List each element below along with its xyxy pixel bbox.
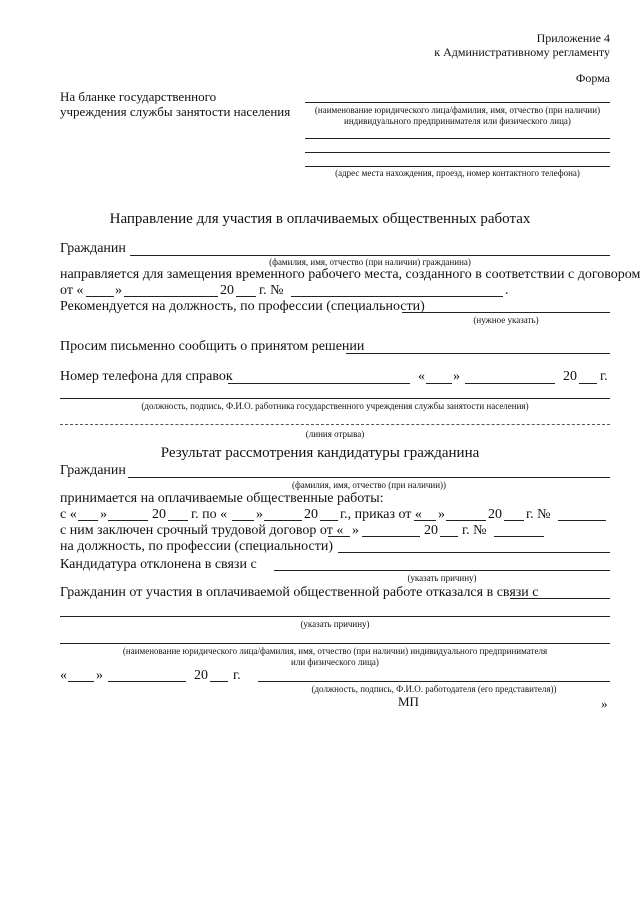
work-from-day-line[interactable] — [78, 520, 98, 521]
phone-month-line[interactable] — [465, 383, 555, 384]
regulation-reference: к Административному регламенту — [434, 45, 610, 59]
recommended-position-line[interactable] — [402, 312, 610, 313]
employer2-signature-line[interactable] — [258, 681, 610, 682]
contract-from-close: » — [115, 283, 122, 298]
position2-line[interactable] — [338, 552, 610, 553]
official-signature-line[interactable] — [60, 398, 610, 399]
cut-caption: (линия отрыва) — [305, 429, 365, 439]
citizen2-name-line[interactable] — [128, 477, 610, 478]
contract-year-prefix: 20 — [220, 283, 234, 298]
contract2-number-line[interactable] — [494, 536, 544, 537]
rejected-reason-line[interactable] — [274, 570, 610, 571]
citizen-name-line[interactable] — [130, 255, 610, 256]
final-year-suffix: г. — [233, 668, 241, 683]
refused-reason-line-2[interactable] — [60, 616, 610, 617]
order-open: г., приказ от « — [340, 507, 422, 522]
phone-year-prefix: 20 — [563, 369, 577, 384]
employer2-signature-caption: (должность, подпись, Ф.И.О. работодателя (его представителя)) — [311, 684, 557, 694]
contract2-year-line[interactable] — [440, 536, 458, 537]
citizen2-label: Гражданин — [60, 463, 126, 478]
order-month-line[interactable] — [446, 520, 486, 521]
work-from-close: » — [100, 507, 107, 522]
refused-label: Гражданин от участия в оплачиваемой общественной работе отказался в связи с — [60, 585, 539, 600]
request-decision-line[interactable] — [346, 353, 610, 354]
phone-year-suffix: г. — [600, 369, 608, 384]
employer2-name-line[interactable] — [60, 643, 610, 644]
end-mark: » — [601, 696, 608, 711]
work-to-month-line[interactable] — [264, 520, 302, 521]
contract-number-label: г. № — [259, 283, 284, 298]
contract-period: . — [505, 283, 509, 298]
contract-from-open: от « — [60, 283, 84, 298]
citizen-label: Гражданин — [60, 241, 126, 256]
phone-date-open: « — [418, 369, 425, 384]
contract2-day-line[interactable] — [328, 536, 350, 537]
address-caption: (адрес места нахождения, проезд, номер контактного телефона) — [335, 168, 580, 178]
directed-text: направляется для замещения временного рабочего места, созданного в соответствии с договором — [60, 267, 640, 282]
employer-caption-2: индивидуального предпринимателя или физического лица) — [344, 116, 571, 126]
contract2-number-label: г. № — [462, 523, 487, 538]
appendix-number: Приложение 4 — [536, 31, 610, 45]
refused-reason-line-1[interactable] — [510, 598, 610, 599]
letterhead-line2: учреждения службы занятости населения — [60, 104, 291, 119]
form-label: Форма — [575, 71, 610, 85]
contract-number-line[interactable] — [291, 296, 503, 297]
contract2-close: » — [352, 523, 359, 538]
phone-day-line[interactable] — [426, 383, 452, 384]
phone-date-close: » — [453, 369, 460, 384]
rejected-label: Кандидатура отклонена в связи с — [60, 557, 257, 572]
contract2-open: с ним заключен срочный трудовой договор от « — [60, 523, 344, 538]
citizen2-caption: (фамилия, имя, отчество (при наличии)) — [291, 480, 447, 490]
work-year2-prefix: 20 — [304, 507, 318, 522]
contract2-month-line[interactable] — [362, 536, 420, 537]
letterhead-line1: На бланке государственного — [60, 89, 217, 104]
work-to-open: г. по « — [191, 507, 228, 522]
position2-label: на должность, по профессии (специальности) — [60, 539, 333, 554]
final-date-open: « — [60, 668, 67, 683]
work-from-open: с « — [60, 507, 77, 522]
final-year-prefix: 20 — [194, 668, 208, 683]
contract-year-line[interactable] — [236, 296, 256, 297]
final-date-close: » — [96, 668, 103, 683]
citizen-caption: (фамилия, имя, отчество (при наличии) гражданина) — [269, 257, 471, 267]
rejected-reason-caption: (указать причину) — [407, 573, 477, 583]
accepted-text: принимается на оплачиваемые общественные работы: — [60, 491, 384, 506]
section1-title: Направление для участия в оплачиваемых общественных работах — [109, 211, 531, 227]
recommended-caption: (нужное указать) — [473, 315, 539, 325]
address-line-1[interactable] — [305, 138, 610, 139]
final-year-line[interactable] — [210, 681, 228, 682]
refused-reason-caption: (указать причину) — [300, 619, 370, 629]
final-month-line[interactable] — [108, 681, 186, 682]
work-from-month-line[interactable] — [108, 520, 148, 521]
final-day-line[interactable] — [68, 681, 94, 682]
request-label: Просим письменно сообщить о принятом решении — [60, 339, 365, 354]
phone-year-line[interactable] — [579, 383, 597, 384]
order-year-line[interactable] — [504, 520, 524, 521]
phone-label: Номер телефона для справок — [60, 369, 233, 384]
work-year1-line[interactable] — [168, 520, 188, 521]
employer2-caption-1: (наименование юридического лица/фамилия, имя, отчество (при наличии) индивидуального предпринимателя — [122, 646, 548, 656]
contract-month-line[interactable] — [124, 296, 218, 297]
employer-caption-1: (наименование юридического лица/фамилия, имя, отчество (при наличии) — [314, 105, 601, 115]
work-to-close: » — [256, 507, 263, 522]
contract2-year-prefix: 20 — [424, 523, 438, 538]
employer-name-line[interactable] — [305, 102, 610, 103]
work-year1-prefix: 20 — [152, 507, 166, 522]
contract-day-line[interactable] — [86, 296, 114, 297]
order-number-line[interactable] — [558, 520, 606, 521]
recommended-label: Рекомендуется на должность, по профессии (специальности) — [60, 299, 425, 314]
order-year-prefix: 20 — [488, 507, 502, 522]
order-close: » — [438, 507, 445, 522]
work-to-day-line[interactable] — [232, 520, 254, 521]
address-line-2[interactable] — [305, 152, 610, 153]
official-caption: (должность, подпись, Ф.И.О. работника государственного учреждения службы занятости населения) — [141, 401, 529, 411]
order-number-label: г. № — [526, 507, 551, 522]
address-line-3[interactable] — [305, 166, 610, 167]
section2-title: Результат рассмотрения кандидатуры гражданина — [160, 445, 480, 461]
employer2-caption-2: или физического лица) — [291, 657, 379, 667]
work-year2-line[interactable] — [320, 520, 338, 521]
cut-line — [60, 424, 610, 425]
phone-number-line[interactable] — [228, 383, 410, 384]
stamp-place: МП — [398, 694, 419, 709]
order-day-line[interactable] — [414, 520, 436, 521]
